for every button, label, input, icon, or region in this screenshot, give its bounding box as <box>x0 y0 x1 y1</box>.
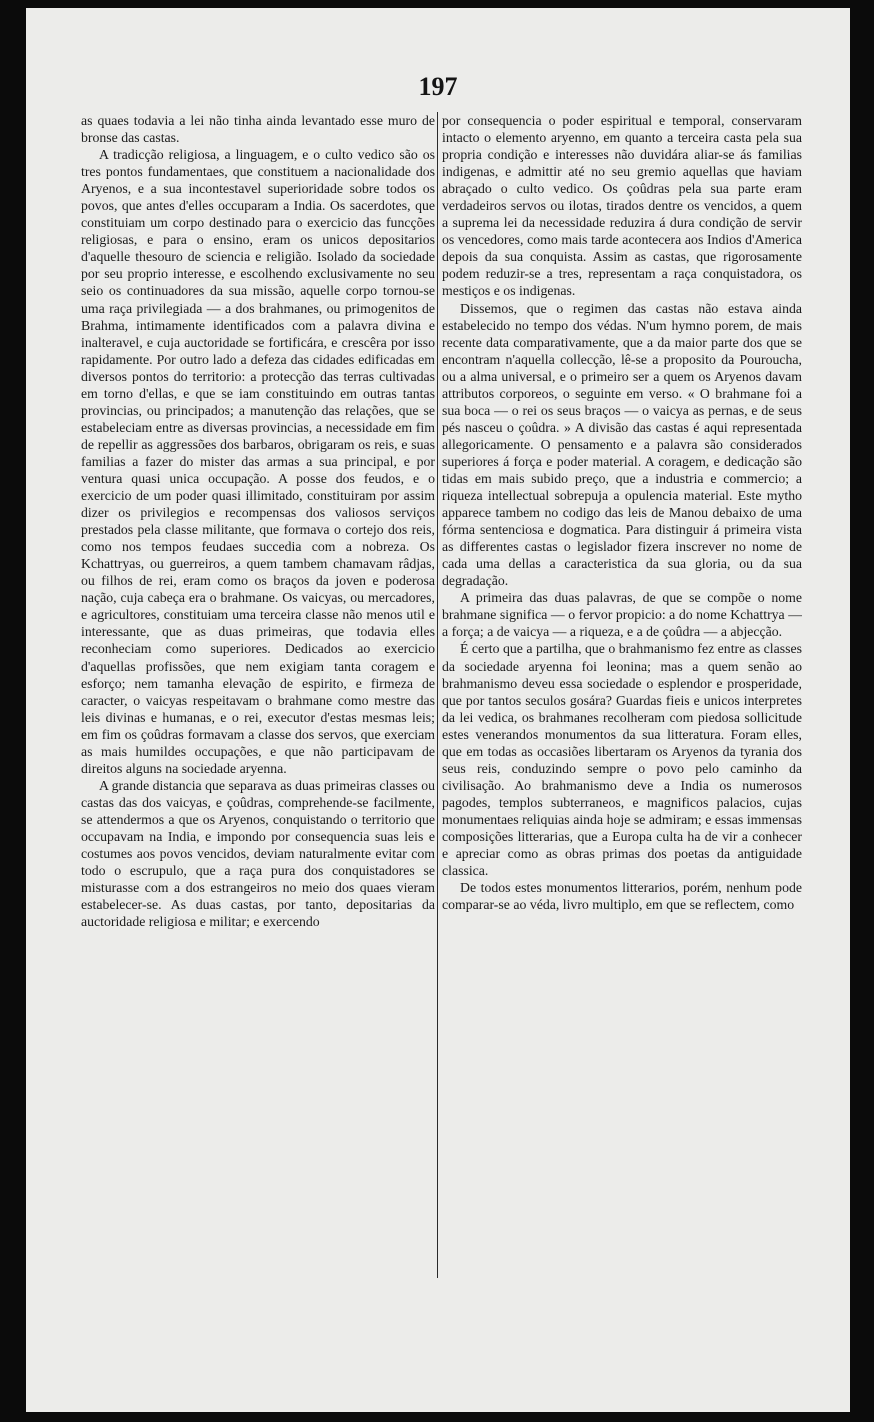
paragraph: Dissemos, que o regimen das castas não estava ainda estabelecido no tempo dos védas. N'um hymno porem, de mais recente data comparativamente, que a da maior parte dos que se encontram n'aquella collecção, lê-se a proposito da Pouroucha, ou a alma universal, e o primeiro ser a quem os Aryenos davam attributos corporeos, o seguinte em verso. « O brahmane foi a sua boca — o rei os seus braços — o vaicya as pernas, e de seus pés nasceu o çoûdra. » A divisão das castas é aqui representada allegoricamente. O pensamento e a palavra são considerados superiores á força e poder material. A coragem, e dedicação são tidas em mais subido preço, que a industria e commercio; a riqueza intellectual sobrepuja a opulencia material. Este mytho apparece tambem no codigo das leis de Manou debaixo de uma fórma sentenciosa e dogmatica. Para distinguir á primeira vista as differentes castas o legislador fizera inscrever no nome de cada uma dellas a caracteristica da sua gloria, ou da sua degradação. <box>442 300 802 589</box>
page-number: 197 <box>418 72 458 101</box>
paragraph: A primeira das duas palavras, de que se compõe o nome brahmane significa — o fervor propicio: a do nome Kchattrya — a força; a de vaicya — a riqueza, e a de çoûdra — a abjecção. <box>442 590 802 640</box>
page-sheet <box>26 8 850 1412</box>
paragraph: A grande distancia que separava as duas primeiras classes ou castas das dos vaicyas, e çoûdras, comprehende-se facilmente, se attendermos a que os Aryenos, conquistando o territorio que occupavam na India, e impondo por consequencia suas leis e costumes aos povos vencidos, deviam naturalmente evitar com todo o escrupulo, que a raça pura dos conquistadores se misturasse com a dos estrangeiros no meio dos quaes vieram estabelecer-se. As duas castas, por tanto, depositarias da auctoridade religiosa e militar; e exercendo <box>81 777 435 930</box>
paragraph: De todos estes monumentos litterarios, porém, nenhum pode comparar-se ao véda, livro multiplo, em que se reflectem, como <box>442 880 802 913</box>
paragraph: É certo que a partilha, que o brahmanismo fez entre as classes da sociedade aryenna foi leonina; mas a quem senão ao brahmanismo deveu essa sociedade o esplendor e prosperidade, que por tantos seculos gosára? Guardas fieis e unicos interpretes da lei vedica, os brahmanes recolheram com piedosa sollicitude estes venerandos monumentos da sua litteratura. Foram elles, que em todas as occasiões libertaram os Aryenos da tyrania dos seus reis, conduzindo sempre o povo pelo caminho da civilisação. Ao brahmanismo deve a India os numerosos pagodes, templos subterraneos, e magnificos palacios, cujas monumentaes reliquias ainda hoje se admiram; e essas immensas composições litterarias, que a Europa culta ha de vir a conhecer e apreciar como as obras primas dos poetas da antiguidade classica. <box>442 641 802 879</box>
paragraph: A tradicção religiosa, a linguagem, e o culto vedico são os tres pontos fundamentaes, que constituem a nacionalidade dos Aryenos, e a sua incontestavel superioridade sobre todos os povos, que antes d'elles occuparam a India. Os sacerdotes, que constituiam um corpo destinado para o exercicio das funcções religiosas, e para o ensino, eram os unicos depositarios d'aquelle thesouro de sciencia e religião. Isolado da sociedade por seu proprio interesse, e escolhendo exclusivamente no seu seio os continuadores da sua missão, aquelle corpo tornou-se uma raça privilegiada — a dos brahmanes, ou primogenitos de Brahma, intimamente identificados com a palavra divina e inalteravel, e cuja auctoridade se fortificára, e crescêra por isso rapidamente. Por outro lado a defeza das cidades edificadas em diversos pontos do territorio: a protecção das terras cultivadas em torno d'ellas, e que se iam constituindo em outras tantas provincias, ou principados; a manutenção das relações, que se estabeleciam entre as diversas provincias, a necessidade em fim de repellir as aggressões dos barbaros, obrigaram os reis, e suas familias a fazer do mister das armas a sua principal, e por ventura quasi unica occupação. A posse dos feudos, e o exercicio de um poder quasi illimitado, constituiram por assim dizer os privilegios e recompensas dos valiosos serviços prestados pela classe militante, que formava o cortejo dos reis, como nos tempos feudaes succedia com a nobreza. Os Kchattryas, ou guerreiros, a quem tambem chamavam râdjas, ou filhos de rei, eram como os braços da joven e poderosa nação, cuja cabeça era o brahmane. Os vaicyas, ou mercadores, e agricultores, constituiam uma terceira classe não menos util e interessante, que as duas primeiras, que todavia elles reconheciam como superiores. Dedicados ao exercicio d'aquellas profissões, que nem exigiam tanta coragem e esforço; nem tamanha elevação de espirito, e firmeza de caracter, o vaicyas respeitavam o brahmane como mestre das leis divinas e humanas, e o rei, executor d'estas mesmas leis; em fim os çoûdras formavam a classe dos servos, que exerciam as mais humildes occupações, e que não participavam de direitos alguns na sociedade aryenna. <box>81 147 435 776</box>
column-divider <box>437 112 438 1278</box>
right-column <box>442 112 802 1280</box>
left-column <box>81 112 435 1272</box>
paragraph: as quaes todavia a lei não tinha ainda levantado esse muro de bronse das castas. <box>81 113 435 146</box>
paragraph: por consequencia o poder espiritual e temporal, conservaram intacto o elemento aryenno, em quanto a terceira casta pela sua propria condição e interesses não duvidára aliar-se ás familias indigenas, e admittir até no seu gremio aquellas que haviam abraçado o culto vedico. Os çoûdras pela sua parte eram verdadeiros servos ou ilotas, tirados dentre os vencidos, a quem a suprema lei da necessidade reduzira á dura condição de servir os vencedores, como mais tarde acontecera aos Indios d'America depois da sua conquista. Assim as castas, que rigorosamente podem reduzir-se a tres, representam a raça conquistadora, os mestiços e os indigenas. <box>442 113 802 299</box>
